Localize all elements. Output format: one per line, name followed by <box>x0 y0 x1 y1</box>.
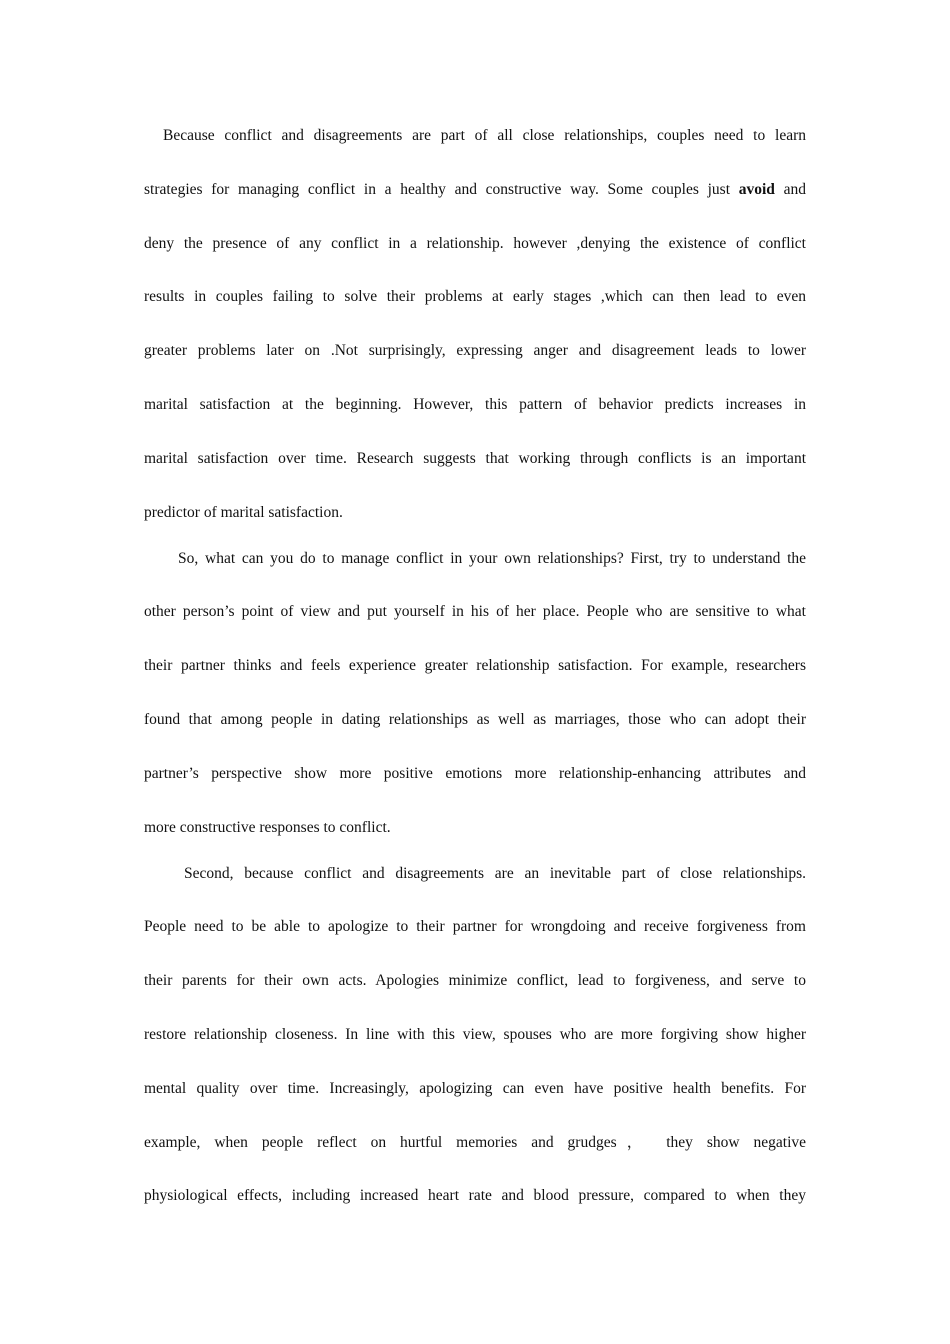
text-line: their partner thinks and feels experience greater relationship satisfaction. For example, researchers <box>144 657 806 675</box>
text-line: partner’s perspective show more positive emotions more relationship-enhancing attributes and <box>144 764 806 782</box>
text-line: example, when people reflect on hurtful memories and grudges， they show negative <box>144 1133 806 1151</box>
text-line: their parents for their own acts. Apologies minimize conflict, lead to forgiveness, and serve to <box>144 972 806 990</box>
paragraph-3 <box>144 847 806 1224</box>
text-run: and <box>774 180 806 198</box>
text-line: results in couples failing to solve their problems at early stages ,which can then lead to even <box>144 288 806 306</box>
text-line: physiological effects, including increased heart rate and blood pressure, compared to when they <box>144 1187 806 1205</box>
text-run: strategies for managing conflict in a healthy and constructive way. Some couples just <box>144 180 739 198</box>
document-body <box>144 109 806 1223</box>
text-line: deny the presence of any conflict in a relationship. however ,denying the existence of conflict <box>144 234 806 252</box>
text-line: more constructive responses to conflict. <box>144 818 391 836</box>
text-line: marital satisfaction at the beginning. However, this pattern of behavior predicts increases in <box>144 395 806 413</box>
text-line: marital satisfaction over time. Research suggests that working through conflicts is an important <box>144 449 806 467</box>
bold-word: avoid <box>738 180 775 198</box>
text-line: found that among people in dating relationships as well as marriages, those who can adopt their <box>144 710 806 728</box>
text-line: restore relationship closeness. In line with this view, spouses who are more forgiving show higher <box>144 1025 806 1043</box>
paragraph-2 <box>144 532 806 836</box>
text-line: So, what can you do to manage conflict in your own relationships? First, try to understand the <box>178 549 806 567</box>
paragraph-1 <box>144 109 806 521</box>
text-line: mental quality over time. Increasingly, apologizing can even have positive health benefits. For <box>144 1079 806 1097</box>
text-line <box>144 163 806 217</box>
text-line: Second, because conflict and disagreements are an inevitable part of close relationships. <box>184 864 806 882</box>
text-line: People need to be able to apologize to their partner for wrongdoing and receive forgiveness from <box>144 918 806 936</box>
text-line: Because conflict and disagreements are part of all close relationships, couples need to learn <box>163 127 806 144</box>
text-line: greater problems later on .Not surprisingly, expressing anger and disagreement leads to lower <box>144 342 806 360</box>
text-line: other person’s point of view and put yourself in his of her place. People who are sensitive to what <box>144 603 806 621</box>
text-line: predictor of marital satisfaction. <box>144 503 343 521</box>
